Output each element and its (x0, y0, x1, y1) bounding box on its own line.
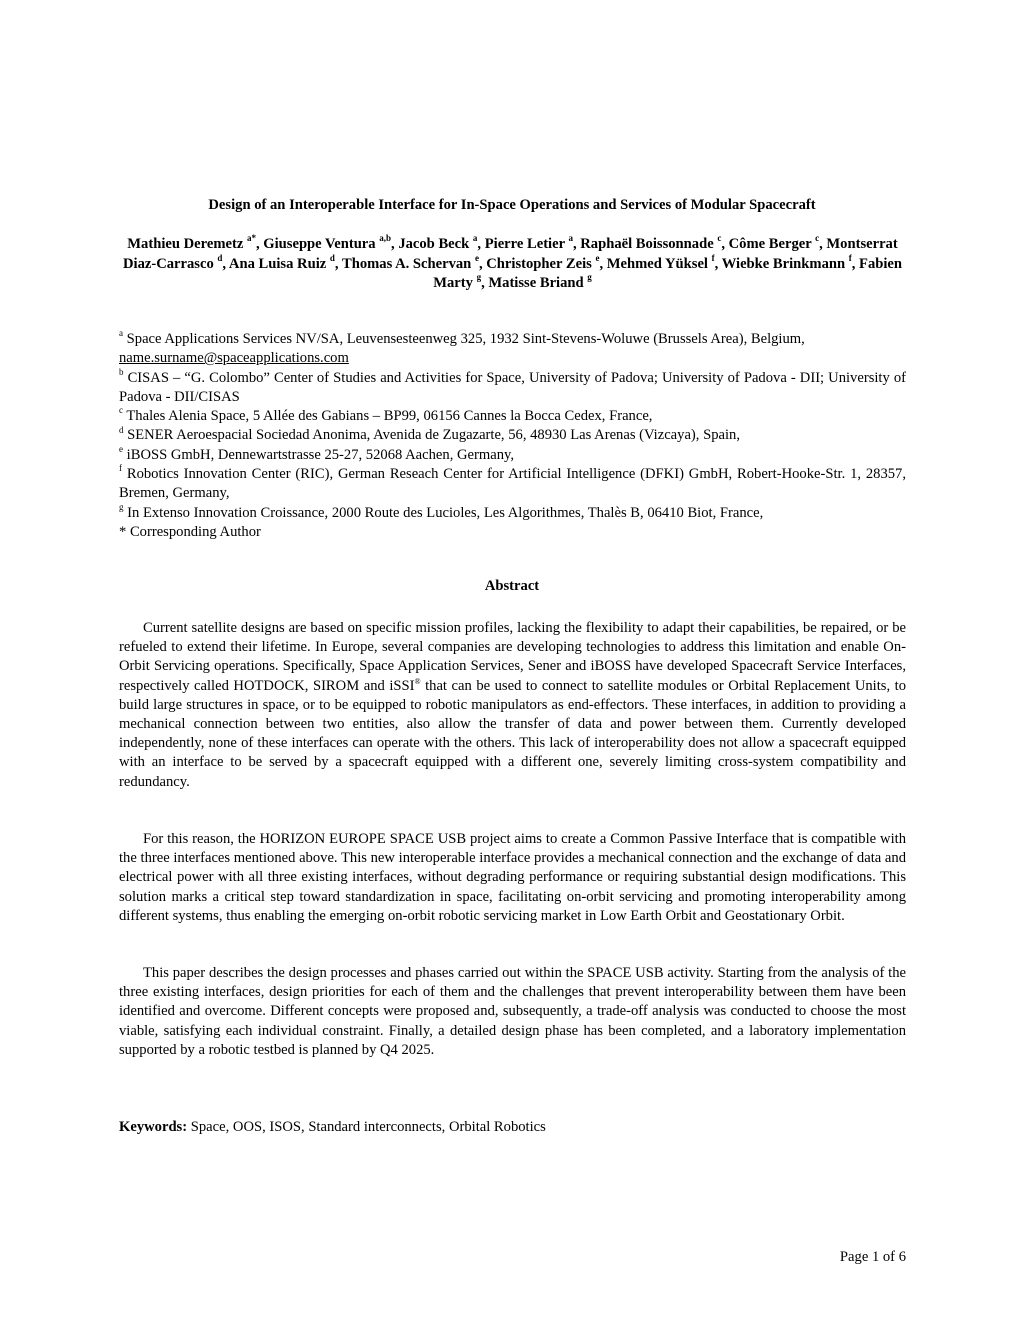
author-affiliation-marker: e (474, 252, 479, 263)
author-affiliation-marker: a,b (379, 233, 392, 244)
author-affiliation-marker: g (587, 272, 592, 283)
author-separator: , (477, 236, 485, 252)
affiliation-marker: b (119, 366, 124, 377)
affiliation-c (119, 407, 906, 426)
author-separator: , (721, 236, 729, 252)
author-separator: , (572, 236, 581, 252)
author-separator: , (478, 255, 487, 272)
author-name: Raphaël Boissonnade (580, 236, 714, 252)
author-name: Matisse Briand (488, 275, 584, 291)
affiliation-b (119, 366, 907, 408)
author-name: Ana Luisa Ruiz (228, 255, 327, 272)
author-affiliation-marker: e (595, 252, 600, 263)
affiliation-marker: e (119, 443, 123, 454)
affiliations (119, 330, 906, 542)
author-affiliation-marker: c (717, 233, 722, 244)
author-separator: , (222, 255, 229, 272)
author-separator: , (851, 255, 860, 272)
author-separator: , (391, 236, 399, 252)
abstract-paragraph-3: This paper describes the design processes and phases carried out within the SPACE USB activity. Starting from the analysis of the three existing interfaces, design priorities for each of them and the challenges that prevent interoperability between them have been identified and overcome. Different concepts were proposed and, subsequently, a trade-off analysis was conducted to choose the most viable, satisfying each individual constraint. Finally, a detailed design phase has been completed, and a laboratory implementation supported by a robotic testbed is planned by Q4 2025. (119, 965, 906, 1058)
author-separator: , (481, 275, 489, 291)
abstract-text: that can be used to connect to satellite modules or Orbital Replacement Units, to build large structures in space, or to be equipped to robotic manipulators as end-effectors. These interfaces, in addition to providing a mechanical connection between two entities, also allow the transfer of data and power between them. Currently developed independently, none of these interfaces can operate with the others. This lack of interoperability does not allow a spacecraft equipped with an interface to be served by a spacecraft equipped with a different one, severely limiting cross-system compatibility and redundancy. (119, 677, 906, 790)
author-name: Fabien Marty (433, 255, 903, 291)
author-name: Montserrat Diaz-Carrasco (122, 236, 898, 272)
corresponding-author-note: * Corresponding Author (119, 523, 261, 540)
keywords (119, 1118, 906, 1137)
author-name: Thomas A. Schervan (341, 255, 472, 272)
author-name: Jacob Beck (398, 236, 470, 252)
affiliation-text: iBOSS GmbH, Dennewartstrasse 25-27, 52068 Aachen, Germany, (126, 446, 514, 463)
author-affiliation-marker: a (472, 233, 478, 244)
author-name: Côme Berger (728, 236, 812, 252)
keywords-text: Space, OOS, ISOS, Standard interconnects, Orbital Robotics (187, 1119, 546, 1135)
author-affiliation-marker: c (815, 233, 820, 244)
author-name: Giuseppe Ventura (263, 236, 376, 252)
affiliation-text: Thales Alenia Space, 5 Allée des Gabians – BP99, 06156 Cannes la Bocca Cedex, France, (126, 408, 653, 425)
affiliation-f (119, 465, 906, 504)
author-name: Christopher Zeis (486, 255, 592, 272)
author-name: Pierre Letier (484, 236, 565, 252)
affiliation-text: SENER Aeroespacial Sociedad Anonima, Avenida de Zugazarte, 56, 48930 Las Arenas (Vizcaya), Spain, (127, 427, 740, 444)
author-name: Wiebke Brinkmann (721, 255, 846, 272)
registered-mark: ® (414, 676, 421, 686)
abstract-heading: Abstract (484, 578, 540, 594)
affiliation-text: Robotics Innovation Center (RIC), German Reseach Center for Artificial Intelligence (DFKI) GmbH, Robert-Hooke-Str. 1, 28357, Bremen, Germany, (119, 466, 906, 502)
author-separator: , (599, 255, 607, 272)
affiliation-marker: f (119, 463, 122, 474)
affiliation-marker: a (119, 328, 123, 339)
affiliation-text: In Extenso Innovation Croissance, 2000 Route des Lucioles, Les Algorithmes, Thalès B, 06410 Biot, France, (127, 504, 764, 521)
author-name: Mathieu Deremetz (127, 236, 244, 252)
affiliation-marker: d (119, 424, 124, 435)
author-affiliation-marker: d (217, 252, 223, 263)
abstract-text: Current satellite designs are based on specific mission profiles, lacking the flexibility to adapt their capabilities, be repaired, or be refueled to extend their lifetime. In Europe, several companies are developing technologies to address this limitation and enable On-Orbit Servicing operations. Specifically, Space Application Services, Sener and iBOSS have developed Spacecraft Service Interfaces, respectively called HOTDOCK, SIROM and iSSI (119, 620, 906, 694)
author-separator: , (334, 255, 342, 272)
affiliation-d (119, 426, 906, 445)
keywords-label: Keywords: (119, 1119, 188, 1135)
abstract-paragraph-1 (119, 619, 906, 792)
author-affiliation-marker: f (711, 252, 715, 263)
affiliation-marker: c (119, 405, 123, 416)
abstract-paragraph-2: For this reason, the HORIZON EUROPE SPACE USB project aims to create a Common Passive Interface that is compatible with the three interfaces mentioned above. This new interoperable interface provides a mechanical connection and the exchange of data and electrical power with all three existing interfaces, without degrading performance or requiring substantial design modifications. This solution marks a critical step toward standardization in space, facilitating on-orbit servicing and promoting interoperability among different systems, thus enabling the emerging on-orbit robotic servicing market in Low Earth Orbit and Geostationary Orbit. (119, 831, 906, 924)
author-affiliation-marker: f (848, 252, 852, 263)
affiliation-a (119, 330, 906, 369)
author-affiliation-marker: d (329, 252, 335, 263)
affiliation-g (119, 501, 906, 523)
email-link[interactable]: name.surname@spaceapplications.com (119, 350, 349, 367)
paper-title: Design of an Interoperable Interface for In-Space Operations and Services of Modular Spacecraft (208, 197, 816, 213)
affiliation-e (119, 443, 906, 465)
author-separator: , (255, 236, 264, 252)
author-affiliation-marker: a (568, 233, 573, 244)
affiliation-text: CISAS – “G. Colombo” Center of Studies and Activities for Space, University of Padova; University of Padova - DII; University of Padova - DII/CISAS (119, 369, 907, 405)
affiliation-text: Space Applications Services NV/SA, Leuvensesteenweg 325, 1932 Sint-Stevens-Woluwe (Brussels Area), Belgium, (126, 331, 805, 347)
page-number: Page 1 of 6 (839, 1249, 906, 1265)
author-separator: , (714, 255, 722, 272)
author-name: Mehmed Yüksel (606, 255, 708, 272)
author-affiliation-marker: g (476, 272, 482, 283)
author-separator: , (819, 236, 827, 252)
author-affiliation-marker: a* (246, 233, 256, 244)
affiliation-marker: g (119, 501, 124, 512)
author-list (119, 235, 906, 294)
